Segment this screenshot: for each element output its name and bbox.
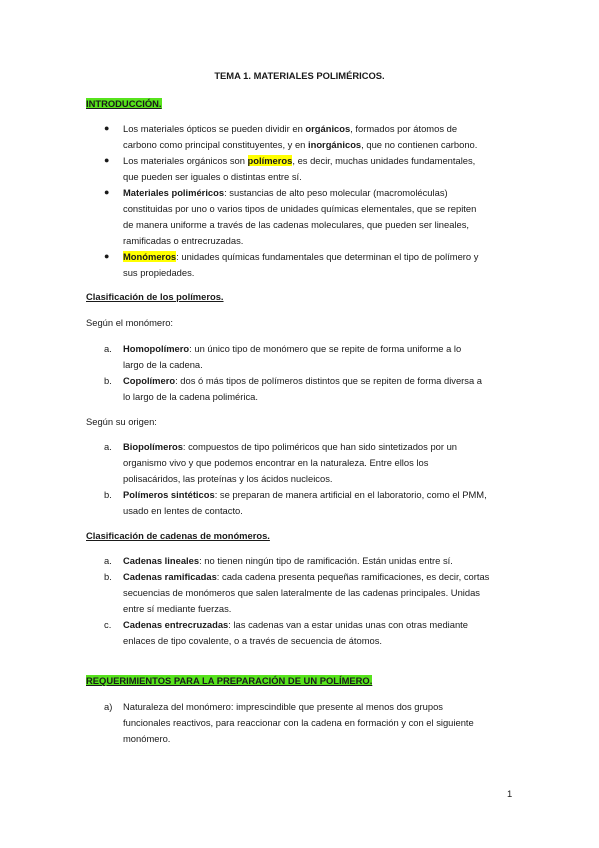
text-run: : se preparan de manera artificial en el laboratorio, como el PMM,: [214, 489, 487, 500]
list-item-text: [123, 439, 457, 487]
list-item-text: [123, 699, 474, 747]
text-line: [123, 487, 487, 503]
text-line: [123, 121, 477, 137]
text-line: [123, 715, 474, 731]
list-marker: a.: [104, 555, 112, 566]
text-run: : unidades químicas fundamentales que determinan el tipo de polímero y: [176, 251, 479, 262]
text-line: [123, 169, 475, 185]
text-line: [123, 553, 453, 569]
text-line: [123, 341, 461, 357]
bullet-icon: ●: [104, 123, 110, 133]
clasificacion-heading: Clasificación de los polímeros.: [86, 291, 224, 302]
list-marker: b.: [104, 375, 112, 386]
text-line: [123, 569, 489, 585]
text-line: [123, 357, 461, 373]
text-run: , es decir, muchas unidades fundamentales,: [292, 155, 476, 166]
text-run: enlaces de tipo covalente, o a través de secuencia de átomos.: [123, 635, 383, 646]
list-item-text: [123, 487, 487, 519]
text-run: organismo vivo y que podemos encontrar en la naturaleza. Entre ellos los: [123, 457, 429, 468]
text-run: : las cadenas van a estar unidas unas con otras mediante: [228, 619, 468, 630]
page-number: 1: [507, 788, 513, 799]
list-item-text: [123, 121, 477, 153]
text-run: : compuestos de tipo poliméricos que han sido sintetizados por un: [182, 441, 458, 452]
text-run: sus propiedades.: [123, 267, 195, 278]
text-line: [123, 185, 476, 201]
text-line: [123, 471, 457, 487]
text-run: carbono como principal constituyentes, y en: [123, 139, 308, 150]
bold-term: Copolímero: [123, 375, 176, 386]
segun-monomero-label: Según el monómero:: [86, 317, 174, 328]
intro-heading: INTRODUCCIÓN.: [86, 98, 162, 109]
list-item-text: [123, 185, 476, 249]
text-run: de manera uniforme a través de las cadenas moleculares, que pueden ser lineales,: [123, 219, 470, 230]
text-run: , que no contienen carbono.: [361, 139, 478, 150]
list-marker: a): [104, 701, 113, 712]
text-run: Los materiales orgánicos son: [123, 155, 248, 166]
bold-term: polímeros: [247, 155, 293, 166]
text-line: [123, 731, 474, 747]
text-run: funcionales reactivos, para reaccionar con la cadena en formación y con el siguiente: [123, 717, 474, 728]
text-line: [123, 201, 476, 217]
list-marker: b.: [104, 571, 112, 582]
list-marker: a.: [104, 343, 112, 354]
text-run: constituidas por uno o varios tipos de unidades químicas elementales, que se repiten: [123, 203, 477, 214]
bold-term: Monómeros: [123, 251, 177, 262]
text-run: entre sí mediante fuerzas.: [123, 603, 232, 614]
bullet-icon: ●: [104, 187, 110, 197]
list-marker: c.: [104, 619, 112, 630]
text-run: ramificadas o entrecruzadas.: [123, 235, 244, 246]
text-run: Los materiales ópticos se pueden dividir en: [123, 123, 306, 134]
text-line: [123, 389, 482, 405]
text-run: : no tienen ningún tipo de ramificación. Están unidas entre sí.: [199, 555, 453, 566]
list-marker: a.: [104, 441, 112, 452]
bold-term: Biopolímeros: [123, 441, 183, 452]
document-title: TEMA 1. MATERIALES POLIMÉRICOS.: [214, 70, 385, 81]
list-item-text: [123, 153, 475, 185]
text-run: largo de la cadena.: [123, 359, 203, 370]
requerimientos-heading: REQUERIMIENTOS PARA LA PREPARACIÓN DE UN POLÍMERO.: [86, 675, 373, 686]
text-line: [123, 153, 475, 169]
list-item-text: [123, 341, 461, 373]
bold-term: Materiales poliméricos: [123, 187, 225, 198]
text-run: : sustancias de alto peso molecular (macromoléculas): [224, 187, 448, 198]
text-line: [123, 217, 476, 233]
bullet-icon: ●: [104, 251, 110, 261]
segun-origen-label: Según su origen:: [86, 416, 157, 427]
bold-term: Homopolímero: [123, 343, 190, 354]
bold-term: Cadenas ramificadas: [123, 571, 217, 582]
bold-term: orgánicos: [305, 123, 351, 134]
text-line: [123, 633, 468, 649]
text-line: [123, 699, 474, 715]
bold-term: Polímeros sintéticos: [123, 489, 215, 500]
text-run: polisacáridos, las proteínas y los ácidos nucleicos.: [123, 473, 333, 484]
text-run: : dos ó más tipos de polímeros distintos que se repiten de forma diversa a: [175, 375, 483, 386]
text-run: usado en lentes de contacto.: [123, 505, 243, 516]
text-run: : un único tipo de monómero que se repite de forma uniforme a lo: [189, 343, 462, 354]
bold-term: inorgánicos: [308, 139, 362, 150]
text-run: que pueden ser iguales o distintas entre sí.: [123, 171, 302, 182]
cadenas-heading: Clasificación de cadenas de monómeros.: [86, 530, 270, 541]
bold-term: Cadenas entrecruzadas: [123, 619, 229, 630]
text-line: [123, 617, 468, 633]
text-line: [123, 265, 478, 281]
text-run: , formados por átomos de: [350, 123, 458, 134]
text-line: [123, 137, 477, 153]
text-line: [123, 503, 487, 519]
list-item-text: [123, 617, 468, 649]
list-item-text: [123, 569, 489, 617]
text-run: Naturaleza del monómero: imprescindible que presente al menos dos grupos: [123, 701, 443, 712]
text-line: [123, 439, 457, 455]
bullet-icon: ●: [104, 155, 110, 165]
list-item-text: [123, 373, 482, 405]
text-line: [123, 249, 478, 265]
list-item-text: [123, 553, 453, 569]
text-line: [123, 601, 489, 617]
text-run: lo largo de la cadena polimérica.: [123, 391, 258, 402]
text-line: [123, 455, 457, 471]
list-item-text: [123, 249, 478, 281]
text-run: secuencias de monómeros que salen lateralmente de las cadenas principales. Unidas: [123, 587, 480, 598]
list-marker: b.: [104, 489, 112, 500]
text-line: [123, 585, 489, 601]
text-run: : cada cadena presenta pequeñas ramificaciones, es decir, cortas: [216, 571, 490, 582]
bold-term: Cadenas lineales: [123, 555, 200, 566]
text-run: monómero.: [123, 733, 171, 744]
text-line: [123, 373, 482, 389]
text-line: [123, 233, 476, 249]
